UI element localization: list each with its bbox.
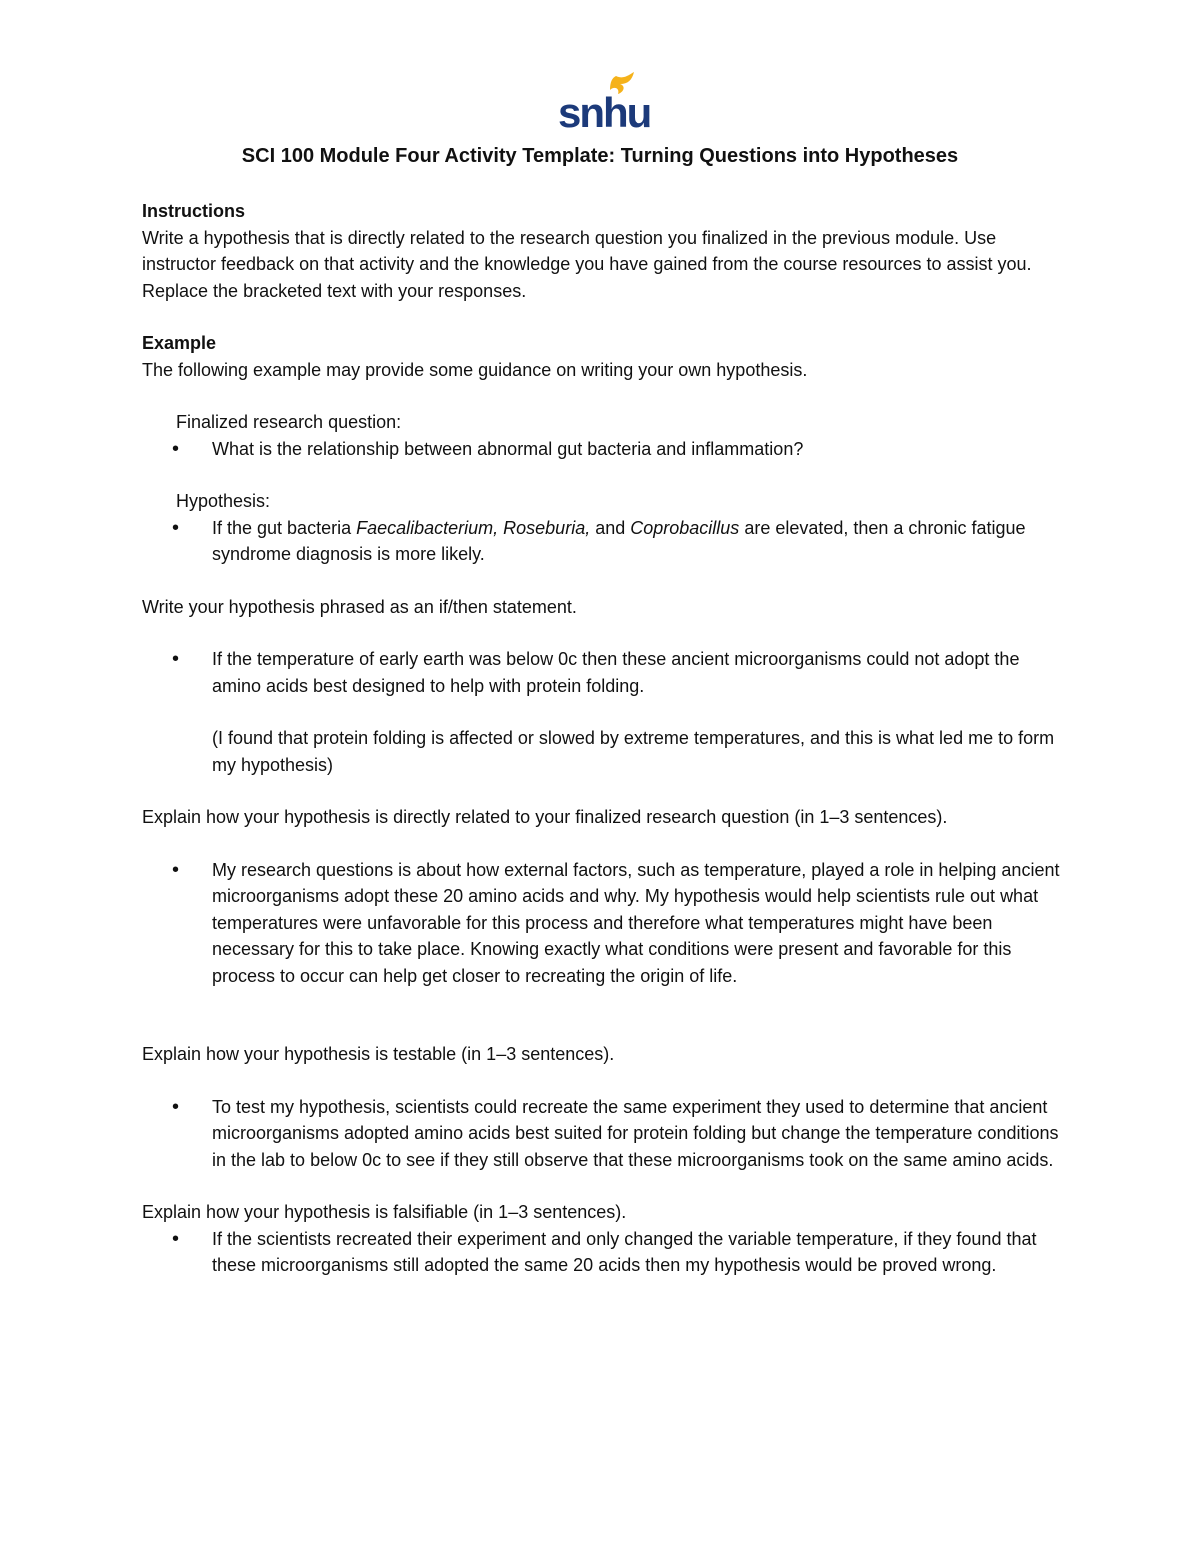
- q1-prompt: Write your hypothesis phrased as an if/then statement.: [142, 596, 577, 617]
- q1-note: (I found that protein folding is affected or slowed by extreme temperatures, and this is what led me to form my hypothesis): [212, 728, 1055, 775]
- q4-prompt: Explain how your hypothesis is falsifiable (in 1–3 sentences).: [142, 1202, 627, 1222]
- example-hypothesis: • If the gut bacteria Faecalibacterium, Roseburia, and Coprobacillus are elevated, then a chronic fatigue syndrome diagnosis is more likely.: [142, 515, 1062, 568]
- example-question-list: [142, 436, 1062, 463]
- q2-answer-list: [142, 857, 1062, 990]
- q3-answer-list: [142, 1094, 1062, 1174]
- q2-prompt: Explain how your hypothesis is directly related to your finalized research question (in 1–3 sentences).: [142, 807, 948, 827]
- example-question-label: Finalized research question:: [176, 412, 402, 432]
- q2-answer: • My research questions is about how external factors, such as temperature, played a role in helping ancient microorganisms adopt these 20 amino acids and why. My hypothesis would help scientists rule out what temperatures were unfavorable for this process and therefore what temperatures might have been necessary for this to take place. Knowing exactly what conditions were present and favorable for this process to occur can help get closer to recreating the origin of life.: [142, 857, 1062, 990]
- document-title: SCI 100 Module Four Activity Template: Turning Questions into Hypotheses: [241, 145, 959, 167]
- instructions-text: Write a hypothesis that is directly related to the research question you finalized in the previous module. Use instructor feedback on that activity and the knowledge you have gained from the course resources to assist you. Replace the bracketed text with your responses.: [142, 227, 1032, 301]
- example-hypothesis-label: Hypothesis:: [176, 491, 271, 511]
- example-question: • What is the relationship between abnormal gut bacteria and inflammation?: [142, 436, 1062, 463]
- snhu-logo: [554, 72, 651, 136]
- q4-answer-list: [142, 1226, 1062, 1279]
- q4-answer: • If the scientists recreated their experiment and only changed the variable temperature, if they found that these microorganisms still adopted the same 20 acids then my hypothesis would be proved wrong.: [142, 1226, 1062, 1279]
- example-intro: The following example may provide some guidance on writing your own hypothesis.: [142, 359, 808, 380]
- example-heading: Example: [142, 333, 217, 353]
- q1-answer: • If the temperature of early earth was below 0c then these ancient microorganisms could not adopt the amino acids best designed to help with protein folding.: [142, 646, 1062, 699]
- example-hypothesis-list: [142, 515, 1062, 568]
- q1-answer-list: [142, 646, 1062, 699]
- instructions-heading: Instructions: [142, 201, 246, 221]
- svg-text:snhu: snhu: [558, 89, 651, 136]
- document-body: [142, 198, 1062, 1279]
- q3-answer: • To test my hypothesis, scientists could recreate the same experiment they used to determine that ancient microorganisms adopted amino acids best suited for protein folding but change the temperature conditions in the lab to below 0c to see if they still observe that these microorganisms took on the same amino acids.: [142, 1094, 1062, 1174]
- q3-prompt: Explain how your hypothesis is testable (in 1–3 sentences).: [142, 1044, 615, 1064]
- flame-icon: [554, 72, 651, 136]
